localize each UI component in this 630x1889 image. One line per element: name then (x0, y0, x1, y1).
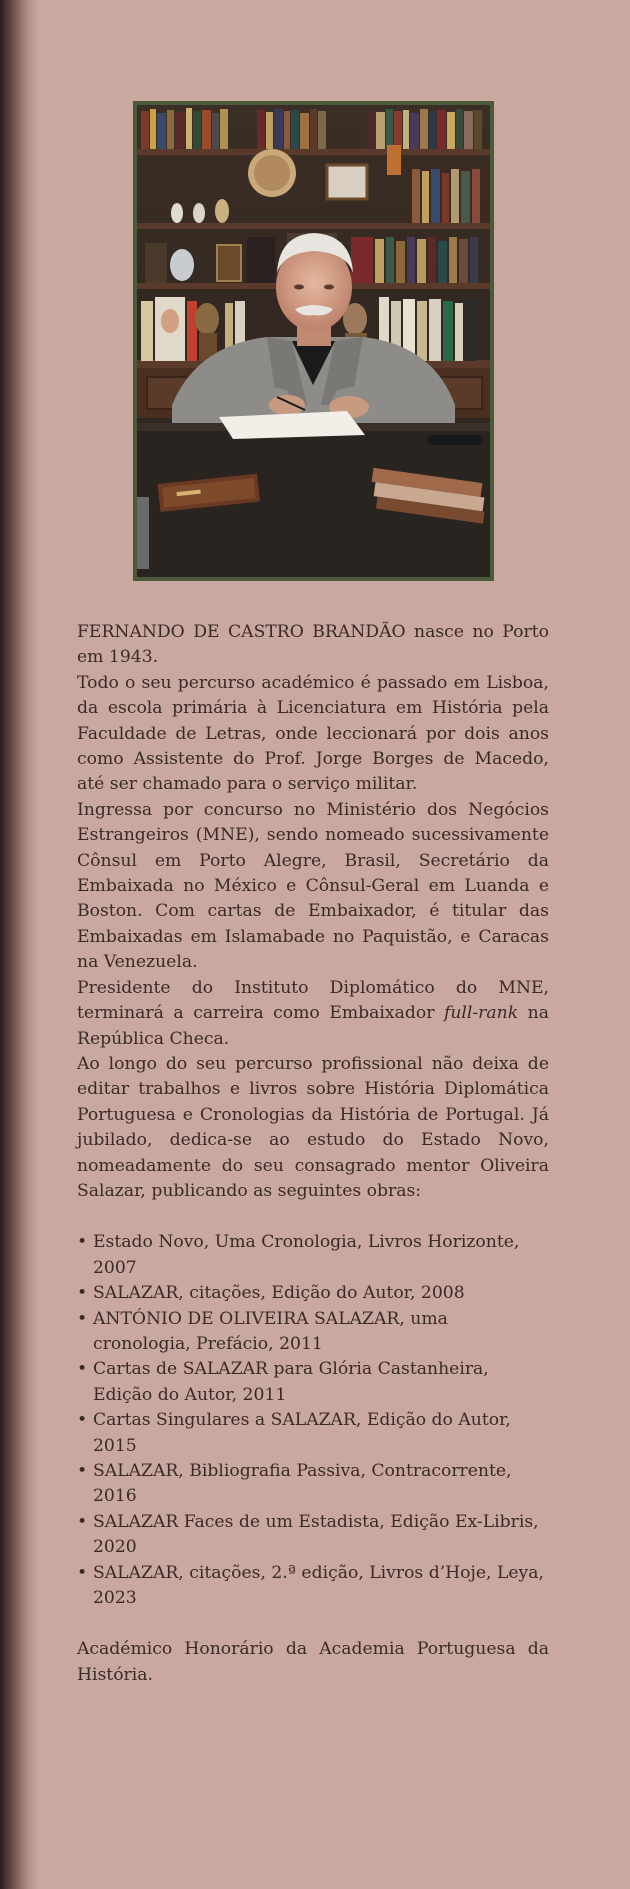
bio-paragraph-birth: FERNANDO DE CASTRO BRANDÃO nasce no Porto em 1943. (77, 622, 549, 668)
works-list (77, 1230, 549, 1611)
bio-paragraph-honorary: Académico Honorário da Academia Portuguesa da História. (77, 1639, 549, 1685)
list-item: • Cartas de SALAZAR para Glória Castanheira, Edição do Autor, 2011 (77, 1357, 549, 1408)
list-item: • Estado Novo, Uma Cronologia, Livros Horizonte, 2007 (77, 1230, 549, 1281)
bio-paragraph-education: Todo o seu percurso académico é passado em Lisboa, da escola primária à Licenciatura em História pela Faculdade de Letras, onde leccionará por dois anos como Assistente do Prof. Jorge Borges de Macedo, até ser chamado para o serviço militar. (77, 672, 549, 795)
author-at-desk-photo-icon (137, 105, 490, 577)
author-name: FERNANDO DE CASTRO BRANDÃO (77, 622, 406, 642)
author-photo (133, 101, 494, 581)
book-spine-shadow (0, 0, 38, 1889)
list-item: • SALAZAR, citações, 2.ª edição, Livros d’Hoje, Leya, 2023 (77, 1561, 549, 1612)
bio-paragraph-publications: Ao longo do seu percurso profissional não deixa de editar trabalhos e livros sobre História Diplomática Portuguesa e Cronologias da História de Portugal. Já jubilado, dedica-se ao estudo do Estado Novo, nomeadamente do seu consagrado mentor Oliveira Salazar, publicando as seguintes obras: (77, 1053, 549, 1201)
list-item: • SALAZAR, Bibliografia Passiva, Contracorrente, 2016 (77, 1459, 549, 1510)
list-item: • ANTÓNIO DE OLIVEIRA SALAZAR, uma cronologia, Prefácio, 2011 (77, 1307, 549, 1358)
list-item: • SALAZAR Faces de um Estadista, Edição Ex-Libris, 2020 (77, 1510, 549, 1561)
bio-paragraph-presidency: Presidente do Instituto Diplomático do MNE, terminará a carreira como Embaixador full-rank na República Checa. (77, 977, 549, 1049)
list-item: • Cartas Singulares a SALAZAR, Edição do Autor, 2015 (77, 1408, 549, 1459)
author-bio (77, 620, 549, 1688)
list-item: • SALAZAR, citações, Edição do Autor, 2008 (77, 1281, 549, 1306)
bio-paragraph-diplomatic-career: Ingressa por concurso no Ministério dos Negócios Estrangeiros (MNE), sendo nomeado sucessivamente Cônsul em Porto Alegre, Brasil, Secretário da Embaixada no México e Cônsul-Geral em Luanda e Boston. Com cartas de Embaixador, é titular das Embaixadas em Islamabade no Paquistão, e Caracas na Venezuela. (77, 799, 549, 973)
